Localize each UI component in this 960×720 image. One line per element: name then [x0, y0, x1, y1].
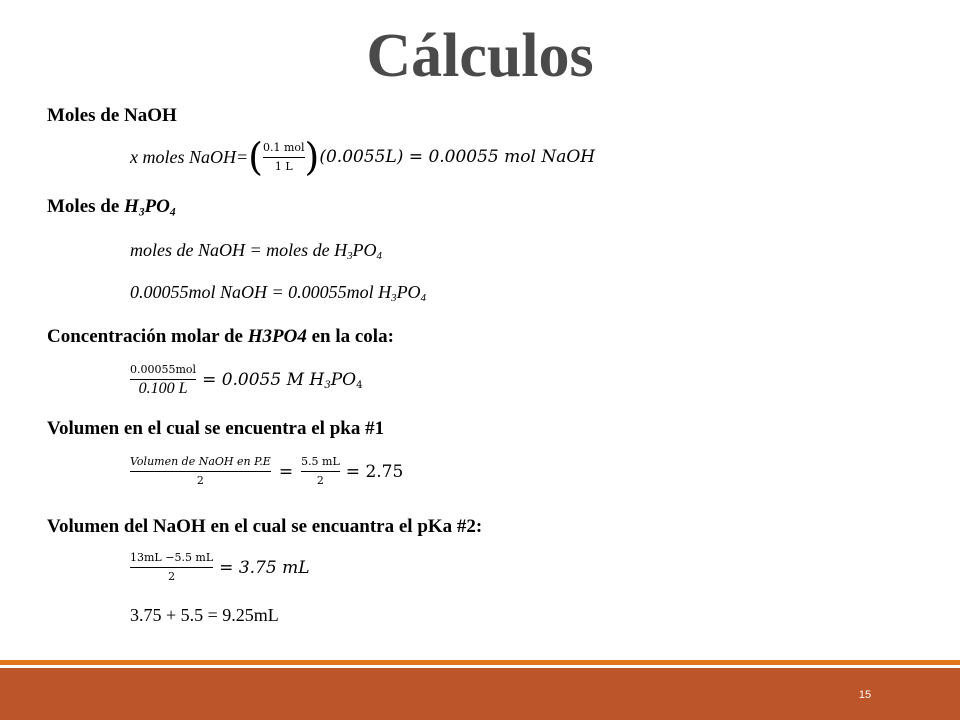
fraction-concentration	[263, 140, 305, 175]
heading-moles-h3po4	[47, 196, 176, 218]
line-moles-values	[130, 282, 426, 303]
fraction-volumen-value	[301, 454, 340, 489]
fraction-volumen	[130, 454, 271, 489]
equation-concentracion	[130, 362, 363, 397]
rhs-sub-4: 4	[356, 379, 363, 391]
line-po: PO	[396, 282, 421, 302]
fraction-denominator: 2	[196, 474, 204, 487]
fraction-difference	[130, 550, 213, 585]
fraction-bar	[130, 567, 213, 568]
equation-lhs: x moles NaOH=	[130, 146, 249, 167]
rhs-text: = 0.0055 M H	[202, 369, 325, 390]
fraction-denominator: 2	[316, 474, 324, 487]
fraction-numerator: 0.1 mol	[262, 140, 305, 154]
paren-open: (	[248, 135, 263, 179]
heading-h: H	[124, 196, 139, 217]
heading-po: PO	[144, 196, 170, 217]
line-sub-3: 3	[391, 292, 397, 305]
fraction-denominator: 1 L	[274, 159, 293, 173]
heading-volumen-pka1: Volumen en el cual se encuentra el pka #1	[47, 418, 385, 439]
fraction-molarity	[130, 362, 196, 397]
rhs-po: PO	[330, 369, 357, 390]
equation-result: = 3.75 mL	[219, 557, 310, 578]
line-sub-3: 3	[347, 250, 353, 263]
heading-suffix: en la cola:	[306, 326, 394, 347]
line-sub-4: 4	[376, 250, 382, 263]
heading-sub-4: 4	[169, 206, 176, 219]
heading-sub-3: 3	[138, 206, 145, 219]
fraction-bar	[301, 471, 340, 472]
equation-volumen-pka2	[130, 550, 309, 585]
equation-rhs: (0.0055L) = 0.00055 mol NaOH	[319, 147, 596, 167]
fraction-numerator: Volumen de NaOH en P.E	[130, 455, 271, 468]
heading-volumen-pka2: Volumen del NaOH en el cual se encuantra el pKa #2:	[47, 516, 483, 537]
fraction-bar	[130, 471, 271, 472]
heading-prefix: Concentración molar de	[47, 326, 248, 347]
fraction-denominator: 0.100 L	[138, 380, 188, 397]
line-sub-4: 4	[420, 292, 426, 305]
equals-sign: =	[278, 461, 294, 482]
equation-moles-naoh	[130, 135, 596, 179]
fraction-bar	[263, 157, 305, 158]
footer-band	[0, 668, 960, 720]
line-text: 0.00055mol NaOH = 0.00055mol H	[130, 282, 392, 302]
heading-moles-naoh: Moles de NaOH	[47, 105, 177, 126]
rhs-sub-3: 3	[324, 379, 331, 391]
paren-close: )	[304, 135, 320, 179]
fraction-numerator: 5.5 mL	[301, 455, 340, 468]
heading-concentracion	[47, 326, 394, 348]
fraction-denominator: 2	[168, 570, 176, 583]
line-po: PO	[352, 240, 377, 260]
page-number: 15	[858, 689, 872, 701]
heading-compound: H3PO4	[247, 326, 307, 347]
heading-prefix: Moles de	[47, 196, 125, 217]
fraction-numerator: 0.00055mol	[130, 363, 197, 376]
line-text: moles de NaOH = moles de H	[130, 240, 348, 260]
equation-volumen-pka1	[130, 454, 403, 489]
slide-title: Cálculos	[366, 22, 594, 90]
equation-result: = 2.75	[345, 461, 404, 482]
equation-rhs	[202, 370, 363, 390]
line-moles-equal	[130, 240, 382, 261]
fraction-numerator: 13mL −5.5 mL	[130, 551, 214, 564]
sum-line: 3.75 + 5.5 = 9.25mL	[130, 605, 279, 625]
